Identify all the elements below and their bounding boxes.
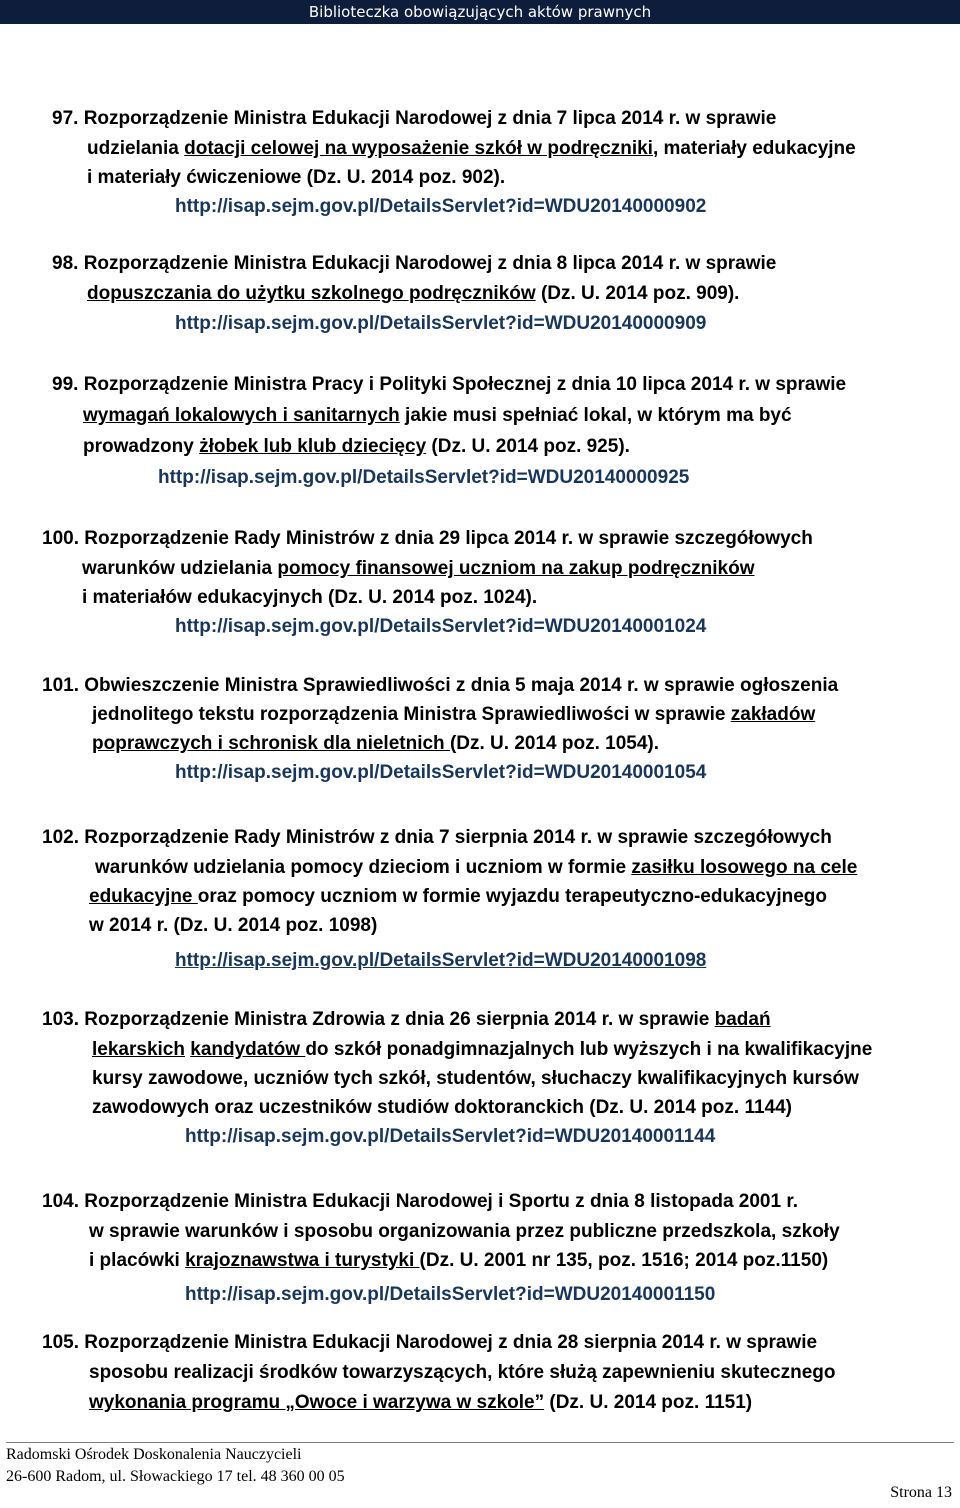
text-segment: (Dz. U. 2014 poz. 925). bbox=[426, 436, 630, 457]
text-segment: i materiały ćwiczeniowe (Dz. U. 2014 poz. 902). bbox=[87, 167, 506, 188]
text-segment: warunków udzielania bbox=[82, 558, 278, 579]
entry-line bbox=[42, 1005, 771, 1034]
entry-line bbox=[95, 853, 857, 882]
footer-address: 26-600 Radom, ul. Słowackiego 17 tel. 48 360 00 05 bbox=[6, 1468, 345, 1485]
text-segment: 101. Obwieszczenie Ministra Sprawiedliwości z dnia 5 maja 2014 r. w sprawie ogłoszenia bbox=[42, 675, 839, 696]
entry-line bbox=[83, 401, 792, 430]
text-segment: jakie musi spełniać lokal, w którym ma być bbox=[399, 405, 792, 426]
page-number: Strona 13 bbox=[890, 1484, 952, 1501]
text-segment: warunków udzielania pomocy dzieciom i uczniom w formie bbox=[95, 857, 632, 878]
text-segment: 104. Rozporządzenie Ministra Edukacji Narodowej i Sportu z dnia 8 listopada 2001 r. bbox=[42, 1191, 798, 1212]
entry-line bbox=[52, 249, 776, 278]
isap-link[interactable]: http://isap.sejm.gov.pl/DetailsServlet?id=WDU20140000925 bbox=[158, 467, 690, 488]
text-segment: i placówki bbox=[89, 1250, 186, 1271]
isap-link[interactable]: http://isap.sejm.gov.pl/DetailsServlet?id=WDU20140000909 bbox=[175, 313, 707, 334]
entry-line bbox=[87, 279, 739, 308]
underlined-phrase: edukacyjne bbox=[89, 886, 198, 907]
entry-line bbox=[87, 134, 856, 163]
page-header: Biblioteczka obowiązujących aktów prawnych bbox=[0, 0, 960, 24]
underlined-phrase: poprawczych i schronisk dla nieletnich bbox=[92, 733, 450, 754]
text-segment: (Dz. U. 2014 poz. 1054). bbox=[449, 733, 660, 754]
entry-line bbox=[89, 911, 377, 940]
text-segment: prowadzony bbox=[83, 436, 200, 457]
text-segment: (Dz. U. 2014 poz. 909). bbox=[535, 283, 740, 304]
entry-line bbox=[89, 1388, 752, 1417]
underlined-phrase: wykonania programu „Owoce i warzywa w szkole” bbox=[89, 1392, 545, 1413]
isap-link[interactable]: http://isap.sejm.gov.pl/DetailsServlet?id=WDU20140001150 bbox=[185, 1284, 716, 1305]
entry-line bbox=[92, 1093, 792, 1122]
entry-line bbox=[89, 1246, 828, 1275]
text-segment: w 2014 r. (Dz. U. 2014 poz. 1098) bbox=[89, 915, 378, 936]
text-segment: w sprawie warunków i sposobu organizowania przez publiczne przedszkola, szkoły bbox=[89, 1221, 840, 1242]
text-segment: udzielania bbox=[87, 138, 185, 159]
underlined-phrase: krajoznawstwa i turystyki bbox=[185, 1250, 420, 1271]
text-segment: i materiałów edukacyjnych (Dz. U. 2014 poz. 1024). bbox=[82, 587, 538, 608]
text-segment: do szkół ponadgimnazjalnych lub wyższych i na kwalifikacyjne bbox=[305, 1039, 873, 1060]
underlined-phrase: zasiłku losowego na cele bbox=[631, 857, 858, 878]
text-segment: sposobu realizacji środków towarzyszących, które służą zapewnieniu skutecznego bbox=[89, 1362, 836, 1383]
text-segment: 99. Rozporządzenie Ministra Pracy i Polityki Społecznej z dnia 10 lipca 2014 r. w sprawie bbox=[52, 374, 847, 395]
entry-line bbox=[92, 729, 659, 758]
entry-line bbox=[82, 554, 755, 583]
entry-line bbox=[89, 1358, 836, 1387]
isap-link[interactable]: http://isap.sejm.gov.pl/DetailsServlet?id=WDU20140000902 bbox=[175, 196, 707, 217]
isap-link[interactable]: http://isap.sejm.gov.pl/DetailsServlet?id=WDU20140001024 bbox=[175, 616, 707, 637]
isap-link[interactable]: http://isap.sejm.gov.pl/DetailsServlet?id=WDU20140001054 bbox=[175, 762, 707, 783]
entry-line bbox=[42, 1328, 817, 1357]
footer-divider bbox=[6, 1442, 954, 1443]
underlined-phrase: wymagań lokalowych i sanitarnych bbox=[83, 405, 400, 426]
entry-line bbox=[89, 882, 827, 911]
text-segment: 103. Rozporządzenie Ministra Zdrowia z dnia 26 sierpnia 2014 r. w sprawie bbox=[42, 1009, 715, 1030]
entry-line bbox=[42, 524, 813, 553]
entry-line bbox=[82, 583, 537, 612]
underlined-phrase: badań bbox=[714, 1009, 771, 1030]
isap-link[interactable]: http://isap.sejm.gov.pl/DetailsServlet?id=WDU20140001098 bbox=[175, 950, 707, 971]
underlined-phrase: pomocy finansowej uczniom na zakup podręczników bbox=[277, 558, 755, 579]
underlined-phrase: lekarskich bbox=[92, 1039, 185, 1060]
text-segment: 105. Rozporządzenie Ministra Edukacji Narodowej z dnia 28 sierpnia 2014 r. w sprawie bbox=[42, 1332, 818, 1353]
underlined-phrase: kandydatów bbox=[190, 1039, 306, 1060]
entry-line bbox=[52, 370, 846, 399]
entry-line bbox=[87, 163, 505, 192]
text-segment: 100. Rozporządzenie Rady Ministrów z dnia 29 lipca 2014 r. w sprawie szczegółowych bbox=[42, 528, 813, 549]
entry-line bbox=[89, 1217, 840, 1246]
text-segment: 102. Rozporządzenie Rady Ministrów z dnia 7 sierpnia 2014 r. w sprawie szczegółowych bbox=[42, 827, 832, 848]
text-segment: (Dz. U. 2014 poz. 1151) bbox=[544, 1392, 753, 1413]
entry-line bbox=[42, 1187, 798, 1216]
text-segment: zawodowych oraz uczestników studiów doktoranckich (Dz. U. 2014 poz. 1144) bbox=[92, 1097, 792, 1118]
isap-link[interactable]: http://isap.sejm.gov.pl/DetailsServlet?id=WDU20140001144 bbox=[185, 1126, 716, 1147]
text-segment: (Dz. U. 2001 nr 135, poz. 1516; 2014 poz.1150) bbox=[419, 1250, 829, 1271]
entry-line bbox=[92, 1035, 872, 1064]
entry-line bbox=[92, 700, 815, 729]
text-segment: jednolitego tekstu rozporządzenia Ministra Sprawiedliwości w sprawie bbox=[92, 704, 731, 725]
entry-line bbox=[92, 1064, 859, 1093]
entry-line bbox=[52, 104, 776, 133]
underlined-phrase: zakładów bbox=[730, 704, 816, 725]
underlined-phrase: żłobek lub klub dziecięcy bbox=[199, 436, 427, 457]
text-segment: oraz pomocy uczniom w formie wyjazdu terapeutyczno-edukacyjnego bbox=[197, 886, 828, 907]
text-segment: kursy zawodowe, uczniów tych szkół, studentów, słuchaczy kwalifikacyjnych kursów bbox=[92, 1068, 859, 1089]
text-segment: 97. Rozporządzenie Ministra Edukacji Narodowej z dnia 7 lipca 2014 r. w sprawie bbox=[52, 108, 777, 129]
entry-line bbox=[42, 671, 838, 700]
entry-line bbox=[42, 823, 832, 852]
text-segment: , materiały edukacyjne bbox=[652, 138, 856, 159]
entry-line bbox=[83, 432, 630, 461]
underlined-phrase: dopuszczania do użytku szkolnego podręczników bbox=[87, 283, 536, 304]
footer-institution: Radomski Ośrodek Doskonalenia Nauczycieli bbox=[6, 1446, 302, 1463]
underlined-phrase: dotacji celowej na wyposażenie szkół w podręczniki bbox=[184, 138, 653, 159]
text-segment: 98. Rozporządzenie Ministra Edukacji Narodowej z dnia 8 lipca 2014 r. w sprawie bbox=[52, 253, 777, 274]
